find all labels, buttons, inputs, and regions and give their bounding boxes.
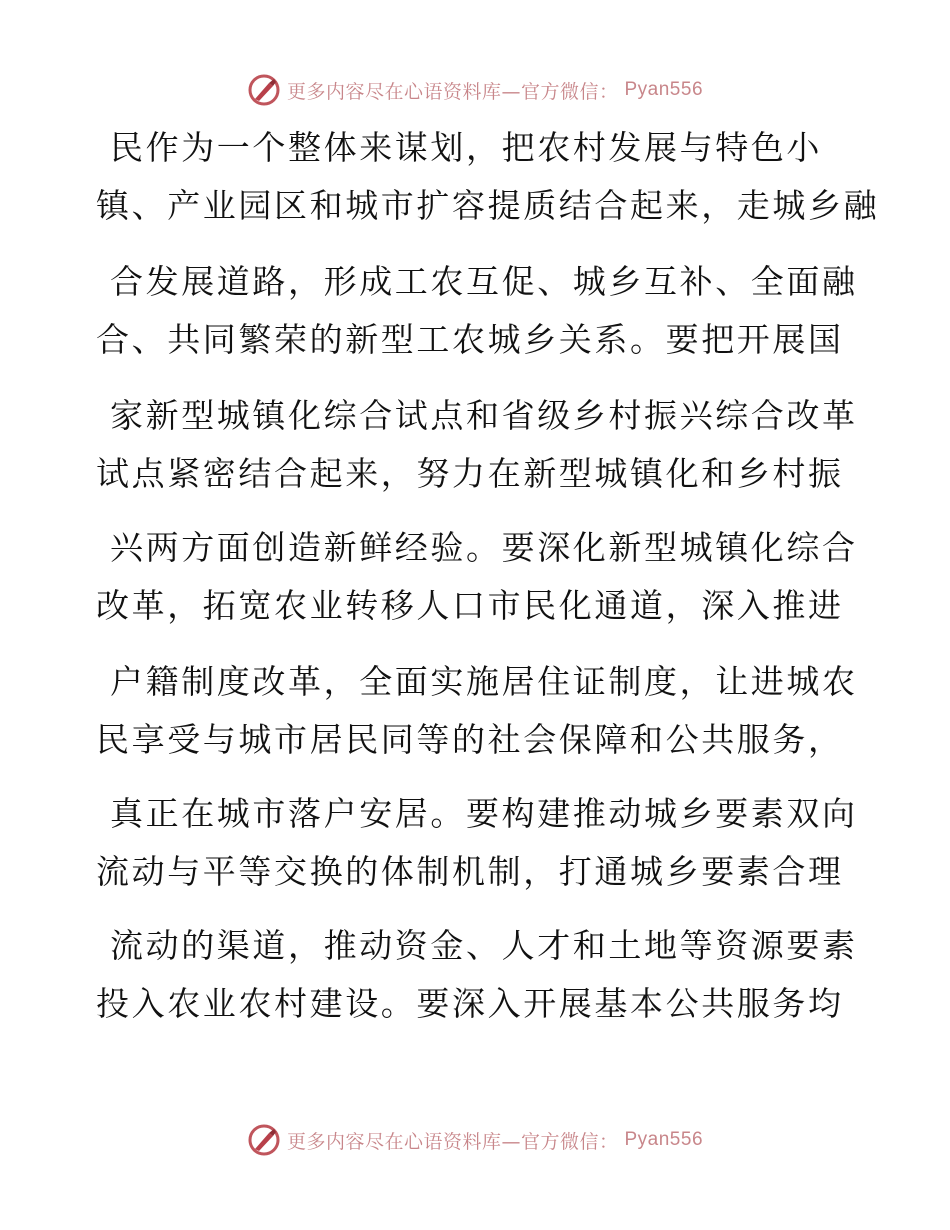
- text-line: 镇、产业园区和城市扩容提质结合起来，走城乡融: [96, 186, 880, 225]
- text-line: 流动与平等交换的体制机制，打通城乡要素合理: [96, 852, 844, 891]
- watermark-text: 更多内容尽在心语资料库—官方微信：: [286, 1130, 619, 1153]
- text-line: 兴两方面创造新鲜经验。要深化新型城镇化综合: [110, 528, 858, 567]
- text-line: 合、共同繁荣的新型工农城乡关系。要把开展国: [96, 320, 844, 359]
- text-line: 民享受与城市居民同等的社会保障和公共服务，: [96, 720, 844, 759]
- header-watermark: [0, 70, 950, 110]
- watermark-text: 更多内容尽在心语资料库—官方微信：: [286, 80, 619, 103]
- text-line: 合发展道路，形成工农互促、城乡互补、全面融: [110, 262, 858, 301]
- text-line: 试点紧密结合起来，努力在新型城镇化和乡村振: [96, 454, 844, 493]
- pen-logo-icon: [247, 73, 281, 107]
- watermark-wechat-id: Pyan556: [624, 79, 704, 100]
- text-line: 真正在城市落户安居。要构建推动城乡要素双向: [110, 794, 858, 833]
- text-line: 流动的渠道，推动资金、人才和土地等资源要素: [110, 926, 858, 965]
- text-line: 户籍制度改革，全面实施居住证制度，让进城农: [110, 662, 858, 701]
- text-line: 家新型城镇化综合试点和省级乡村振兴综合改革: [110, 396, 858, 435]
- text-line: 投入农业农村建设。要深入开展基本公共服务均: [96, 984, 844, 1023]
- pen-logo-icon: [247, 1123, 281, 1157]
- text-line: 民作为一个整体来谋划，把农村发展与特色小: [110, 128, 822, 167]
- watermark-wechat-id: Pyan556: [624, 1129, 704, 1150]
- footer-watermark: [0, 1120, 950, 1160]
- text-line: 改革，拓宽农业转移人口市民化通道，深入推进: [96, 586, 844, 625]
